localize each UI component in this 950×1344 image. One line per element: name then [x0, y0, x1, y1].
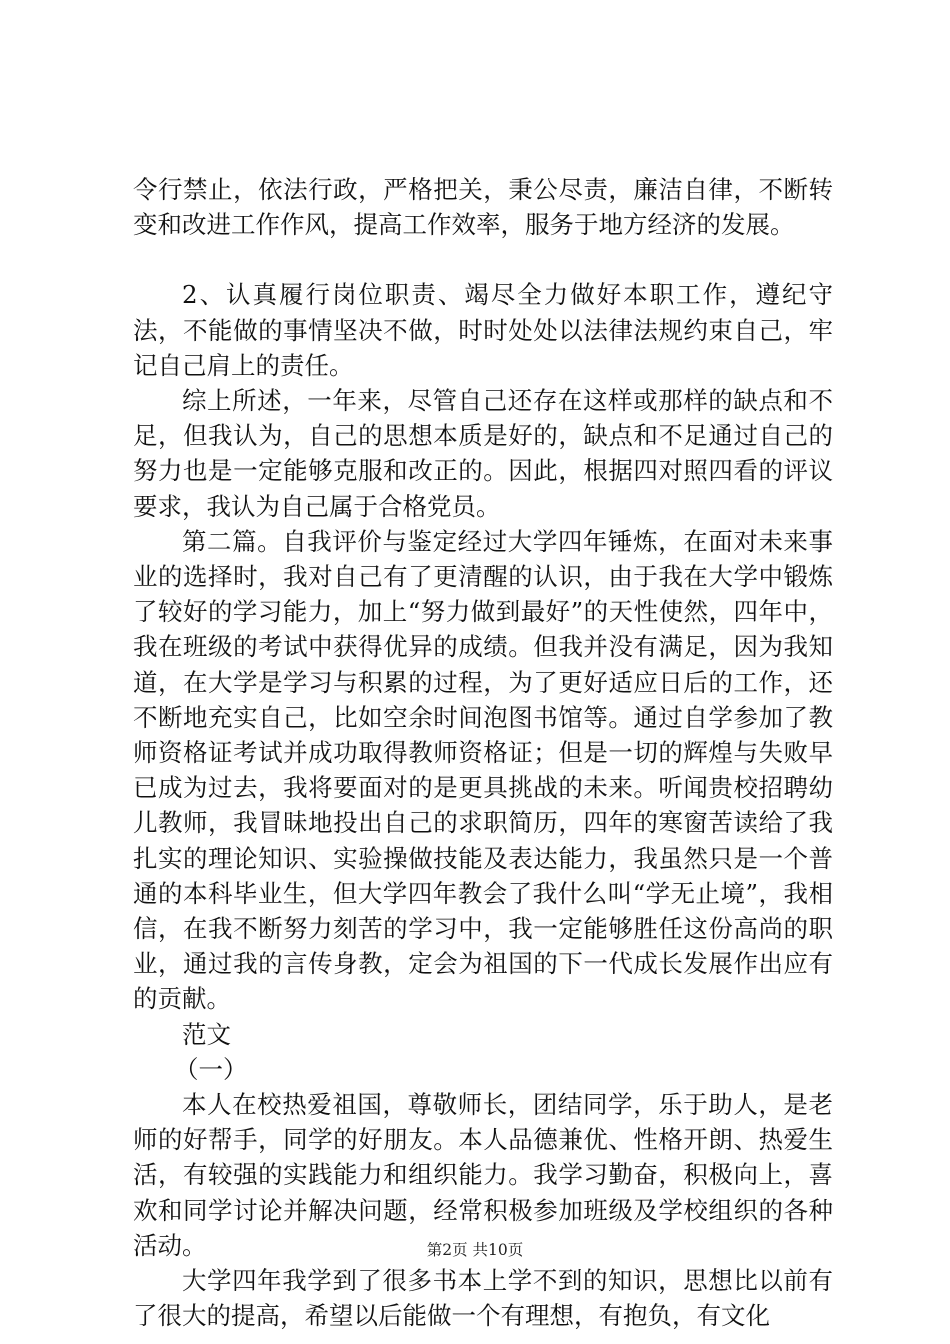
paragraph-duties: 2、认真履行岗位职责、竭尽全力做好本职工作，遵纪守法，不能做的事情坚决不做，时时处处以法律法规约束自己，牢记自己肩上的责任。 — [133, 280, 833, 380]
section-heading-sample: 范文 — [182, 1019, 231, 1049]
section-heading-number: （一） — [174, 1054, 248, 1084]
paragraph-university-years: 大学四年我学到了很多书本上学不到的知识，思想比以前有了很大的提高，希望以后能做一个有理想，有抱负，有文化 — [133, 1266, 833, 1331]
paragraph-self-evaluation: 本人在校热爱祖国，尊敬师长，团结同学，乐于助人，是老师的好帮手，同学的好朋友。本人品德兼优、性格开朗、热爱生活，有较强的实践能力和组织能力。我学习勤奋，积极向上，喜欢和同学讨论并解决问题，经常积极参加班级及学校组织的各种活动。 — [133, 1090, 833, 1260]
paragraph-continuation: 令行禁止，依法行政，严格把关，秉公尽责，廉洁自律，不断转变和改进工作作风，提高工作效率，服务于地方经济的发展。 — [133, 175, 833, 240]
document-body — [133, 172, 833, 1334]
paragraph-second-article: 第二篇。自我评价与鉴定经过大学四年锤炼，在面对未来事业的选择时，我对自己有了更清醒的认识，由于我在大学中锻炼了较好的学习能力，加上“努力做到最好”的天性使然，四年中，我在班级的考试中获得优异的成绩。但我并没有满足，因为我知道，在大学是学习与积累的过程，为了更好适应日后的工作，还不断地充实自己，比如空余时间泡图书馆等。通过自学参加了教师资格证考试并成功取得教师资格证；但是一切的辉煌与失败早已成为过去，我将要面对的是更具挑战的未来。听闻贵校招聘幼儿教师，我冒昧地投出自己的求职简历，四年的寒窗苦读给了我扎实的理论知识、实验操做技能及表达能力，我虽然只是一个普通的本科毕业生，但大学四年教会了我什么叫“学无止境”，我相信，在我不断努力刻苦的学习中，我一定能够胜任这份高尚的职业，通过我的言传身教，定会为祖国的下一代成长发展作出应有的贡献。 — [133, 526, 833, 1014]
paragraph-summary: 综上所述，一年来，尽管自己还存在这样或那样的缺点和不足，但我认为，自己的思想本质是好的，缺点和不足通过自己的努力也是一定能够克服和改正的。因此，根据四对照四看的评议要求，我认为自己属于合格党员。 — [133, 386, 833, 521]
page-number-footer: 第2页 共10页 — [426, 1241, 524, 1259]
paragraph-spacer — [133, 242, 833, 277]
